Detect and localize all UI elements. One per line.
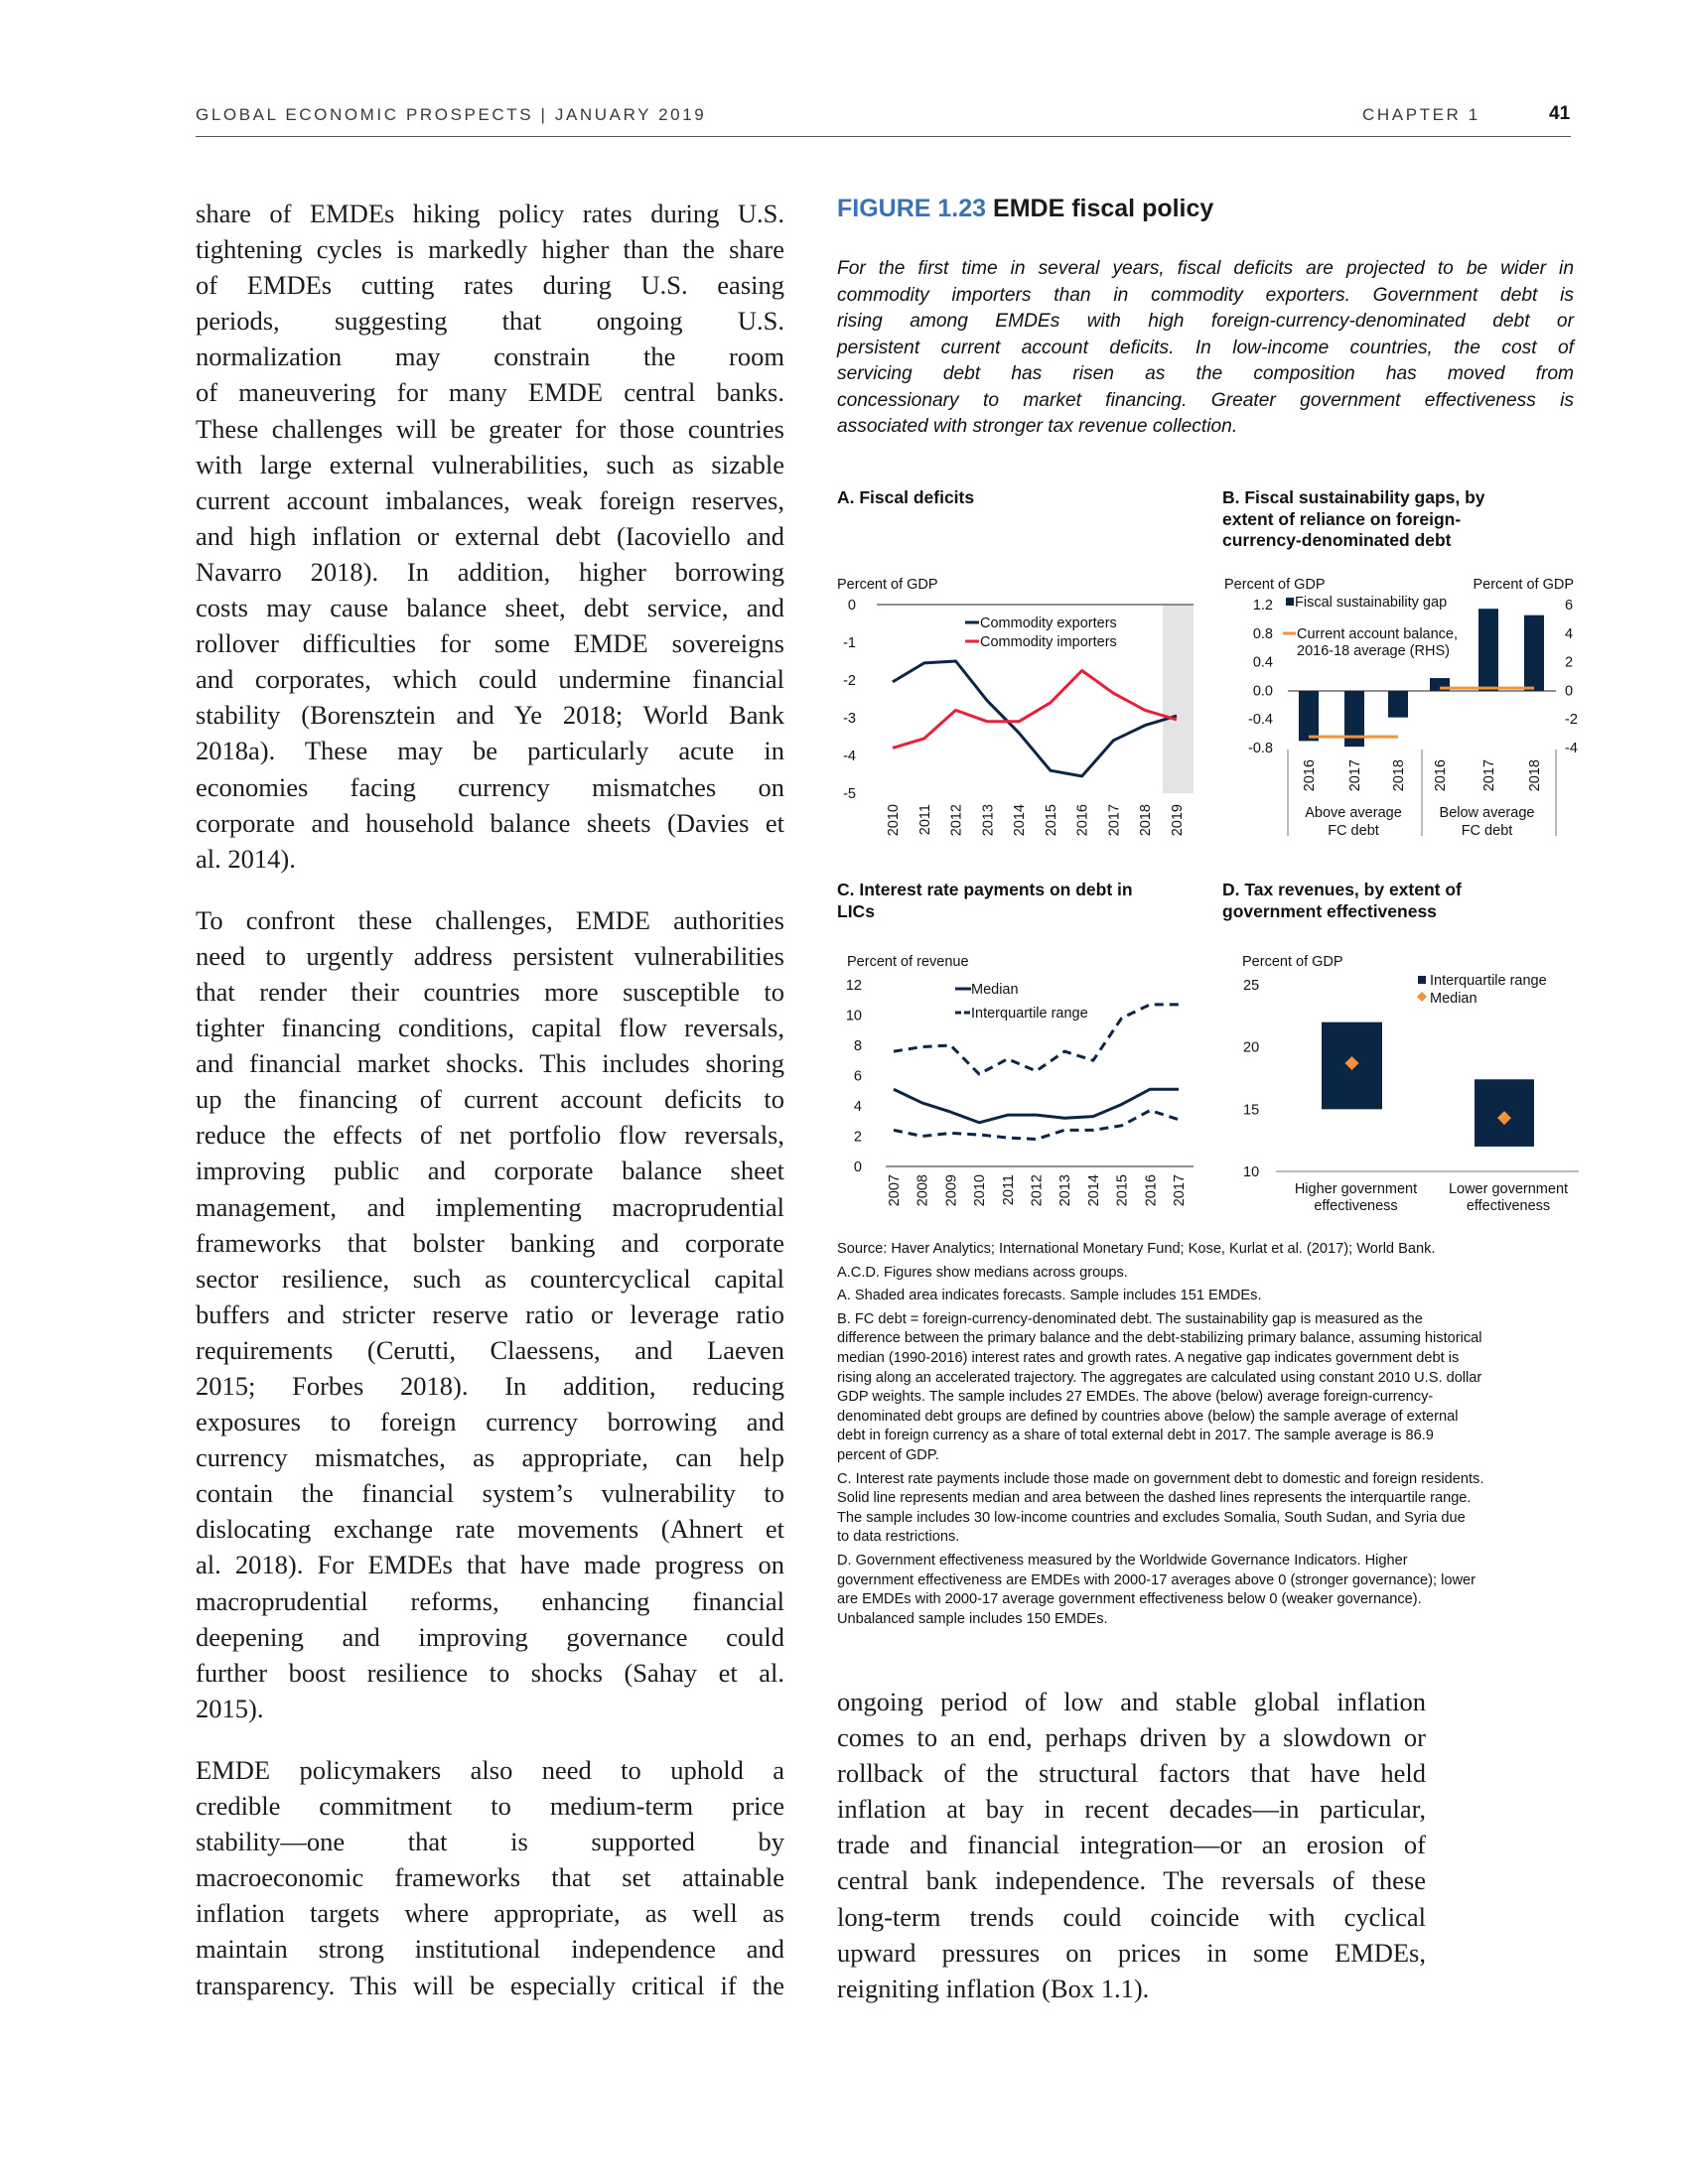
legend-label: Current account balance, <box>1297 626 1459 642</box>
note-paragraph <box>837 1287 1577 1306</box>
group-label: Below average <box>1439 805 1535 821</box>
x-tick-label: 2017 <box>1347 759 1363 792</box>
running-header-title: GLOBAL ECONOMIC PROSPECTS | JANUARY 2019 <box>196 105 707 124</box>
text-line: further boost resilience to shocks (Sahay et al. <box>196 1657 784 1688</box>
caption-line: persistent current account deficits. In low-income countries, the cost of <box>837 337 1574 358</box>
legend-label: Fiscal sustainability gap <box>1295 595 1448 611</box>
y-tick-label: 12 <box>845 978 862 994</box>
bar <box>1524 615 1544 691</box>
text-line: stability—one that is supported by <box>196 1827 784 1857</box>
text-line: To confront these challenges, EMDE authorities <box>196 904 784 935</box>
y-tick-label: 0.0 <box>1252 683 1273 700</box>
y-tick-label: -3 <box>843 711 856 727</box>
x-tick-label: 2011 <box>1000 1174 1017 1206</box>
bar <box>1299 691 1319 741</box>
x-tick-label: 2016 <box>1302 759 1318 792</box>
note-line: B. FC debt = foreign-currency-denominated debt. The sustainability gap is measured as the <box>837 1310 1423 1327</box>
text-line: need to urgently address persistent vulnerabilities <box>196 940 784 971</box>
legend-label: Interquartile range <box>1430 973 1547 989</box>
text-line: maintain strong institutional independence and <box>196 1934 784 1965</box>
y-tick-label: 0 <box>847 598 856 614</box>
note-paragraph <box>837 1264 1577 1284</box>
x-tick-label: 2017 <box>1106 804 1123 837</box>
note-line: A. Shaded area indicates forecasts. Sample includes 151 EMDEs. <box>837 1288 1262 1304</box>
y-tick-label: 4 <box>853 1099 862 1115</box>
note-line: C. Interest rate payments include those made on government debt to domestic and foreign residents. <box>837 1470 1484 1487</box>
caption-line: commodity importers than in commodity exporters. Government debt is <box>837 284 1574 306</box>
forecast-shaded-area <box>1163 605 1194 793</box>
bar <box>1388 691 1408 718</box>
y-tick-label: -0.4 <box>1248 712 1273 729</box>
category-label: Lower government <box>1448 1181 1569 1197</box>
caption-line: concessionary to market financing. Greater government effectiveness is <box>837 389 1574 411</box>
text-line: normalization may constrain the room <box>196 341 784 372</box>
group-label: Above average <box>1305 805 1402 821</box>
text-line: costs may cause balance sheet, debt service, and <box>196 593 784 623</box>
text-line: comes to an end, perhaps driven by a slowdown or <box>837 1722 1426 1753</box>
text-line: and financial market shocks. This includes shoring <box>196 1048 784 1079</box>
y-axis-label: Percent of GDP <box>837 577 938 593</box>
y-tick-label: 15 <box>1243 1102 1260 1119</box>
y-tick-label: -4 <box>843 749 856 764</box>
x-tick-label: 2018 <box>1391 759 1407 792</box>
y-tick-label-right: 4 <box>1565 625 1574 642</box>
text-line: trade and financial integration—or an erosion of <box>837 1830 1426 1860</box>
text-line: exposures to foreign currency borrowing and <box>196 1407 784 1437</box>
text-line: frameworks that bolster banking and corporate <box>196 1227 784 1258</box>
y-tick-label: 1.2 <box>1252 598 1273 614</box>
y-tick-label: 8 <box>853 1038 862 1054</box>
note-paragraph <box>837 1310 1577 1466</box>
x-tick-label: 2009 <box>943 1174 960 1207</box>
note-line: A.C.D. Figures show medians across groups. <box>837 1264 1128 1281</box>
y-axis-label-right: Percent of GDP <box>1473 577 1574 593</box>
text-line: buffers and stricter reserve ratio or leverage ratio <box>196 1298 784 1329</box>
y-tick-label: 20 <box>1243 1039 1260 1056</box>
x-tick-label: 2010 <box>972 1174 989 1207</box>
legend-swatch <box>1417 992 1427 1002</box>
text-line: current account imbalances, weak foreign reserves, <box>196 484 784 515</box>
text-line: that render their countries more susceptible to <box>196 976 784 1007</box>
legend-label: Median <box>1430 991 1477 1007</box>
text-line: currency mismatches, as appropriate, can help <box>196 1442 784 1473</box>
text-line: requirements (Cerutti, Claessens, and Laeven <box>196 1334 784 1365</box>
legend-label: Median <box>971 982 1019 998</box>
panel-title-line: extent of reliance on foreign- <box>1222 508 1462 529</box>
panel-title-line: LICs <box>837 900 875 921</box>
x-tick-label: 2010 <box>886 804 902 837</box>
group-label: FC debt <box>1328 823 1379 839</box>
text-line: periods, suggesting that ongoing U.S. <box>196 306 784 337</box>
note-paragraph <box>837 1470 1577 1548</box>
y-tick-label-right: 2 <box>1565 654 1574 671</box>
note-line: are EMDEs with 2000-17 average government effectiveness below 0 (weaker governance). <box>837 1591 1422 1608</box>
y-tick-label: 0.8 <box>1252 625 1273 642</box>
note-line: rising along an accelerated trajectory. The aggregates are calculated using constant 2010 U.S. dollar <box>837 1369 1482 1386</box>
panel-title-line: D. Tax revenues, by extent of <box>1222 880 1462 899</box>
x-tick-label: 2012 <box>948 804 965 837</box>
text-line: reigniting inflation (Box 1.1). <box>837 1973 1150 2003</box>
legend-swatch <box>1418 976 1426 984</box>
y-tick-label: 6 <box>853 1068 862 1085</box>
x-tick-label: 2018 <box>1527 759 1543 792</box>
note-line: Solid line represents median and area between the dashed lines represents the interquartile range. <box>837 1490 1472 1507</box>
bar <box>1344 691 1364 747</box>
text-line: These challenges will be greater for those countries <box>196 413 784 444</box>
series-line <box>893 661 1177 776</box>
category-label: Higher government <box>1294 1181 1418 1197</box>
note-line: GDP weights. The sample includes 27 EMDEs. The above (below) average foreign-currency- <box>837 1389 1434 1406</box>
group-label: FC debt <box>1461 823 1513 839</box>
text-line: al. 2018). For EMDEs that have made progress on <box>196 1550 784 1580</box>
text-line: rollover difficulties for some EMDE sovereigns <box>196 628 784 659</box>
text-line: of maneuvering for many EMDE central banks. <box>196 377 784 408</box>
y-tick-label-right: 6 <box>1565 598 1574 614</box>
y-axis-label: Percent of GDP <box>1224 577 1326 593</box>
bar <box>1478 609 1498 691</box>
x-tick-label: 2012 <box>1029 1174 1046 1207</box>
y-tick-label: 25 <box>1243 978 1260 994</box>
x-tick-label: 2007 <box>887 1174 903 1207</box>
category-label: effectiveness <box>1314 1198 1398 1214</box>
x-tick-label: 2017 <box>1481 759 1497 792</box>
note-line: to data restrictions. <box>837 1529 960 1546</box>
figure-number: FIGURE 1.23 <box>837 195 987 222</box>
note-line: difference between the primary balance and the debt-stabilizing primary balance, assuming historical <box>837 1330 1482 1347</box>
text-line: of EMDEs cutting rates during U.S. easing <box>196 270 784 301</box>
y-tick-label: -2 <box>843 673 856 689</box>
y-tick-label: 10 <box>1243 1164 1260 1181</box>
running-header-chapter: CHAPTER 1 <box>1362 105 1480 124</box>
text-line: 2018a). These may be particularly acute in <box>196 736 784 766</box>
category-label: effectiveness <box>1466 1198 1551 1214</box>
x-tick-label: 2015 <box>1043 804 1059 837</box>
x-tick-label: 2011 <box>916 804 933 836</box>
text-line: reduce the effects of net portfolio flow reversals, <box>196 1120 784 1151</box>
panel-title-line: B. Fiscal sustainability gaps, by <box>1222 487 1485 507</box>
note-paragraph <box>837 1552 1577 1629</box>
note-line: Source: Haver Analytics; International Monetary Fund; Kose, Kurlat et al. (2017); World Bank. <box>837 1241 1436 1257</box>
text-line: contain the financial system’s vulnerability to <box>196 1478 784 1509</box>
x-tick-label: 2013 <box>980 803 997 837</box>
text-line: deepening and improving governance could <box>196 1621 784 1652</box>
x-tick-label: 2016 <box>1433 759 1449 792</box>
note-line: Unbalanced sample includes 150 EMDEs. <box>837 1610 1108 1627</box>
text-line: inflation at bay in recent decades—in particular, <box>837 1794 1426 1825</box>
text-line: inflation targets where appropriate, as well as <box>196 1898 784 1929</box>
y-tick-label-right: 0 <box>1565 683 1574 700</box>
text-line: tightening cycles is markedly higher than the share <box>196 234 784 265</box>
y-axis-label: Percent of revenue <box>847 954 969 970</box>
panel-title-line: A. Fiscal deficits <box>837 487 975 507</box>
text-line: sector resilience, such as countercyclical capital <box>196 1263 784 1294</box>
figure-title-text: EMDE fiscal policy <box>993 195 1214 222</box>
y-tick-label: 0.4 <box>1252 654 1273 671</box>
text-line: and corporates, which could undermine financial <box>196 664 784 695</box>
y-tick-label: -0.8 <box>1248 741 1273 756</box>
text-line: long-term trends could coincide with cyclical <box>837 1901 1426 1932</box>
text-line: ongoing period of low and stable global inflation <box>837 1687 1426 1716</box>
x-tick-label: 2016 <box>1074 804 1091 837</box>
x-tick-label: 2017 <box>1172 1174 1188 1207</box>
y-tick-label-right: -4 <box>1565 741 1578 756</box>
caption-line: associated with stronger tax revenue collection. <box>837 416 1238 437</box>
x-tick-label: 2014 <box>1085 1174 1102 1207</box>
figure-notes <box>837 1240 1577 1633</box>
text-line: improving public and corporate balance sheet <box>196 1156 784 1186</box>
series-line <box>893 671 1177 749</box>
x-tick-label: 2015 <box>1114 1174 1131 1207</box>
caption-line: servicing debt has risen as the composition has moved from <box>837 363 1574 384</box>
text-line: 2015). <box>196 1693 264 1723</box>
x-tick-label: 2014 <box>1012 804 1029 837</box>
legend-label: Commodity exporters <box>980 615 1117 631</box>
y-tick-label: -5 <box>843 786 856 802</box>
note-line: The sample includes 30 low-income countries and excludes Somalia, South Sudan, and Syria due <box>837 1509 1466 1526</box>
text-line: credible commitment to medium-term price <box>196 1791 784 1822</box>
text-line: central bank independence. The reversals of these <box>837 1865 1426 1896</box>
legend-label: 2016-18 average (RHS) <box>1297 643 1450 659</box>
text-line: rollback of the structural factors that have held <box>837 1758 1426 1789</box>
note-paragraph <box>837 1240 1577 1260</box>
y-tick-label: 0 <box>853 1160 862 1175</box>
text-line: up the financing of current account deficits to <box>196 1084 784 1115</box>
y-tick-label-right: -2 <box>1565 712 1578 729</box>
text-line: with large external vulnerabilities, such as sizable <box>196 449 784 479</box>
text-line: upward pressures on prices in some EMDEs, <box>837 1937 1426 1968</box>
y-axis-label: Percent of GDP <box>1242 954 1343 970</box>
note-line: percent of GDP. <box>837 1446 939 1463</box>
note-line: debt in foreign currency as a share of total external debt in 2017. The sample average is 86.9 <box>837 1428 1434 1444</box>
x-tick-label: 2019 <box>1170 804 1186 837</box>
text-line: corporate and household balance sheets (Davies et <box>196 807 784 838</box>
panel-title-line: currency-denominated debt <box>1222 530 1452 550</box>
text-line: transparency. This will be especially critical if the <box>196 1970 784 2000</box>
page-number: 41 <box>1549 103 1571 124</box>
text-line: macroeconomic frameworks that set attainable <box>196 1862 784 1893</box>
text-line: tighter financing conditions, capital flow reversals, <box>196 1013 784 1043</box>
x-tick-label: 2013 <box>1057 1174 1074 1207</box>
caption-line: rising among EMDEs with high foreign-currency-denominated debt or <box>837 311 1574 332</box>
text-line: EMDE policymakers also need to uphold a <box>196 1754 784 1785</box>
y-tick-label: 10 <box>845 1008 862 1024</box>
panel-title-line: C. Interest rate payments on debt in <box>837 880 1133 899</box>
text-line: 2015; Forbes 2018). In addition, reducing <box>196 1371 784 1401</box>
legend-label: Interquartile range <box>971 1006 1088 1022</box>
x-tick-label: 2008 <box>914 1174 931 1207</box>
x-tick-label: 2016 <box>1143 1174 1160 1207</box>
text-line: dislocating exchange rate movements (Ahnert et <box>196 1514 784 1545</box>
panel-title-line: government effectiveness <box>1222 900 1437 921</box>
text-line: economies facing currency mismatches on <box>196 771 784 802</box>
x-tick-label: 2018 <box>1138 804 1155 837</box>
text-line: al. 2014). <box>196 843 296 874</box>
note-line: median (1990-2016) interest rates and growth rates. A negative gap indicates government debt is <box>837 1349 1460 1366</box>
note-line: denominated debt groups are defined by countries above (below) the sample average of external <box>837 1408 1459 1425</box>
legend-swatch <box>1286 598 1294 606</box>
text-line: macroprudential reforms, enhancing financial <box>196 1585 784 1616</box>
text-line: Navarro 2018). In addition, higher borrowing <box>196 556 784 587</box>
y-tick-label: -1 <box>843 635 856 651</box>
legend-label: Commodity importers <box>980 634 1117 650</box>
note-line: D. Government effectiveness measured by the Worldwide Governance Indicators. Higher <box>837 1552 1408 1569</box>
note-line: government effectiveness are EMDEs with 2000-17 averages above 0 (stronger governance); lower <box>837 1571 1477 1588</box>
y-tick-label: 2 <box>853 1129 862 1146</box>
text-line: and high inflation or external debt (Iacoviello and <box>196 520 784 551</box>
caption-line: For the first time in several years, fiscal deficits are projected to be wider in <box>837 258 1574 279</box>
text-line: stability (Borensztein and Ye 2018; World Bank <box>196 700 784 731</box>
text-line: management, and implementing macroprudential <box>196 1191 784 1222</box>
text-line: share of EMDEs hiking policy rates during U.S. <box>196 199 784 228</box>
